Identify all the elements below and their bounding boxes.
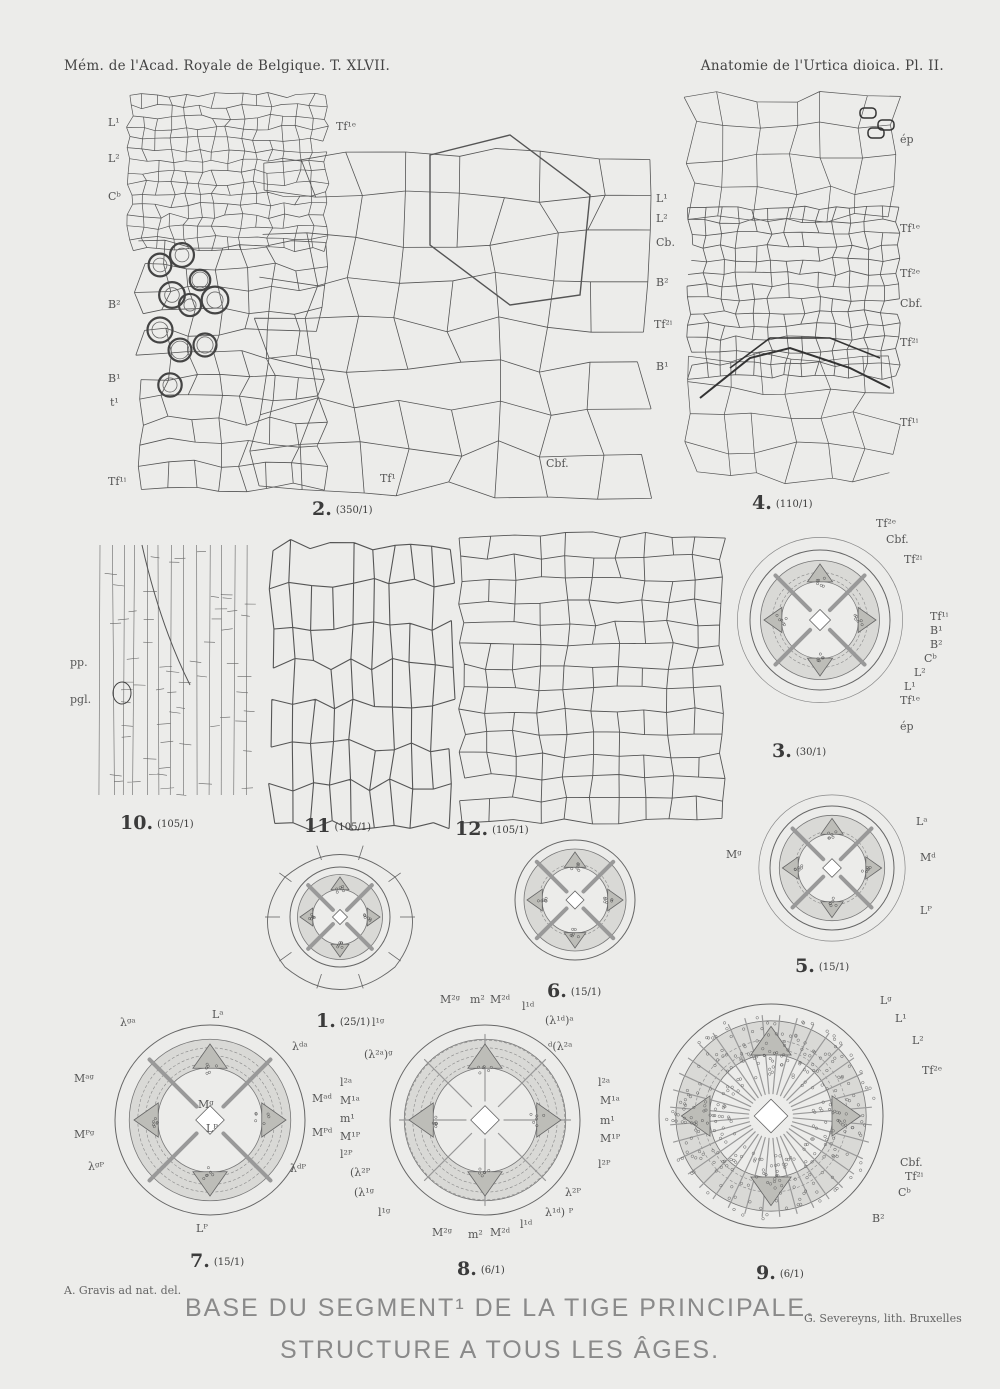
fig10-label-pp: pp.: [70, 656, 88, 669]
figure-2-tissue-drawing: [130, 95, 600, 485]
fig7-label-Mpg: Mᴾᵍ: [74, 1128, 95, 1141]
fig4-label-Tf2i-left: Tf²ⁱ: [654, 318, 673, 331]
fig2-label-Tf1e: Tf¹ᵉ: [336, 120, 357, 133]
figure-7-number: 7.: [190, 1250, 210, 1272]
fig8-label-m1-right: m¹: [600, 1114, 615, 1127]
figure-2-scale: (350/1): [335, 504, 373, 516]
fig9-label-Cb: Cᵇ: [898, 1186, 911, 1199]
figure-2-caption: [312, 498, 372, 520]
fig4-label-Tf1e: Tf¹ᵉ: [900, 222, 921, 235]
figure-3-stem-section: [720, 515, 923, 735]
figure-1-number: 1.: [316, 1010, 336, 1032]
plate-header-right: Anatomie de l'Urtica dioica. Pl. II.: [700, 58, 944, 74]
fig2-label-B2: B²: [108, 298, 121, 311]
figure-9-scale: (6/1): [779, 1268, 804, 1280]
fig9-label-Tf2e: Tf²ᵉ: [922, 1064, 943, 1077]
figure-5-stem-section: [752, 788, 912, 948]
fig9-label-Lg: Lᵍ: [880, 994, 892, 1007]
fig8-label-lambda2p-left: (λ²ᴾ: [350, 1166, 371, 1179]
fig7-label-lambda-dp: λᵈᴾ: [290, 1162, 307, 1175]
fig4-label-ep: ép: [900, 133, 914, 146]
figure-1-scale: (25/1): [339, 1016, 371, 1028]
fig4-label-Cbf: Cbf.: [900, 297, 923, 310]
figure-8-scale: (6/1): [480, 1264, 505, 1276]
figure-3-scale: (30/1): [795, 746, 827, 758]
figure-6-stem-section: [497, 822, 653, 978]
fig7-label-lambda-da: λᵈᵃ: [292, 1040, 308, 1053]
plate-title-line-2: STRUCTURE A TOUS LES ÂGES.: [279, 1336, 721, 1364]
fig4-label-B2: B²: [656, 276, 669, 289]
figure-12-scale: (105/1): [492, 824, 529, 836]
fig5-label-Lp: Lᴾ: [920, 904, 932, 917]
figure-11-cell-drawing: [272, 545, 444, 805]
fig3-label-Cbf: Cbf.: [886, 533, 909, 546]
fig3-label-Tf1i: Tf¹ⁱ: [930, 610, 949, 623]
fig8-label-M1a-left: M¹ᵃ: [340, 1094, 360, 1107]
fig2-label-Cbf: Cbf.: [546, 457, 569, 470]
figure-10-scale: (105/1): [157, 818, 194, 830]
fig8-label-lambda1d-p: λ¹ᵈ) ᴾ: [545, 1206, 574, 1219]
fig3-label-L1: L¹: [904, 680, 916, 693]
fig8-label-l2a-right: l²ᵃ: [598, 1076, 611, 1089]
fig3-label-Tf1e: Tf¹ᵉ: [900, 694, 921, 707]
fig7-label-Mpd: Mᴾᵈ: [312, 1126, 333, 1139]
fig8-label-lambda2p-right: λ²ᴾ: [565, 1186, 582, 1199]
fig8-label-M2d-top: M²ᵈ: [490, 993, 511, 1006]
fig8-label-M1a-right: M¹ᵃ: [600, 1094, 620, 1107]
fig4-label-Tf2i-right: Tf²ⁱ: [900, 336, 919, 349]
fig9-label-Cbf: Cbf.: [900, 1156, 923, 1169]
figure-1-caption: [316, 1010, 370, 1032]
figure-4-caption: [752, 492, 812, 514]
fig8-label-M1p-left: M¹ᴾ: [340, 1130, 361, 1143]
figure-7-scale: (15/1): [213, 1256, 245, 1268]
figure-9-caption: [756, 1262, 804, 1284]
fig8-label-lambda2a-g: (λ²ᵃ)ᵍ: [364, 1048, 393, 1061]
figure-4-tissue-drawing: [690, 98, 890, 478]
fig8-label-l1d-bottom: l¹ᵈ: [520, 1218, 533, 1231]
fig5-label-La: Lᵃ: [916, 815, 928, 828]
fig7-label-La: Lᵃ: [212, 1008, 224, 1021]
fig8-label-M2g-top: M²ᵍ: [440, 993, 461, 1006]
fig9-label-B2: B²: [872, 1212, 885, 1225]
fig4-label-L2: L²: [656, 212, 668, 225]
figure-10-number: 10.: [120, 812, 154, 834]
fig7-label-lambda-ga: λᵍᵃ: [120, 1016, 136, 1029]
figure-5-scale: (15/1): [818, 961, 850, 973]
fig4-label-Cb: Cb.: [656, 236, 675, 249]
fig9-label-L2: L²: [912, 1034, 924, 1047]
figure-5-caption: [795, 955, 849, 977]
credit-lithographer: G. Severeyns, lith. Bruxelles: [804, 1312, 962, 1325]
figure-5-number: 5.: [795, 955, 815, 977]
fig4-label-B1: B¹: [656, 360, 669, 373]
figure-8-caption: [457, 1258, 505, 1280]
fig7-label-Mad: Mᵃᵈ: [312, 1092, 332, 1105]
plate-header-left: Mém. de l'Acad. Royale de Belgique. T. XLVII.: [64, 58, 391, 74]
figure-10-epidermis-drawing: [100, 545, 250, 795]
fig8-label-l1g-bottom: l¹ᵍ: [378, 1206, 391, 1219]
figure-7-caption: [190, 1250, 244, 1272]
fig7-label-Mg: Mᵍ: [198, 1098, 214, 1111]
figure-9-number: 9.: [756, 1262, 776, 1284]
fig8-label-m2-top: m²: [470, 993, 485, 1006]
figure-2-number: 2.: [312, 498, 332, 520]
fig8-label-M2g-bottom: M²ᵍ: [432, 1226, 453, 1239]
fig2-label-Tf1: Tf¹: [380, 472, 396, 485]
credit-artist: A. Gravis ad nat. del.: [64, 1284, 182, 1297]
figure-6-number: 6.: [547, 980, 567, 1002]
fig4-label-Tf1i: Tf¹ⁱ: [900, 416, 919, 429]
figure-11-scale: (105/1): [334, 821, 372, 833]
figure-9-stem-section: [640, 985, 902, 1247]
fig3-label-Cb: Cᵇ: [924, 652, 937, 665]
fig8-label-l2a-left: l²ᵃ: [340, 1076, 353, 1089]
fig5-label-Mg: Mᵍ: [726, 848, 742, 861]
figure-10-caption: [120, 812, 194, 834]
fig8-label-lambda1g: (λ¹ᵍ: [354, 1186, 375, 1199]
figure-3-caption: [772, 740, 826, 762]
figure-12-cell-drawing: [462, 535, 698, 803]
fig3-label-Tf2i: Tf²ⁱ: [904, 553, 923, 566]
fig8-label-lambda2a-d: ᵈ(λ²ᵃ: [548, 1040, 573, 1053]
fig3-label-B1: B¹: [930, 624, 943, 637]
figure-4-number: 4.: [752, 492, 772, 514]
figure-11-number: 11: [304, 815, 331, 837]
fig8-label-l2p-left: l²ᴾ: [340, 1148, 353, 1161]
fig7-label-Lp-inner: Lᴾ: [206, 1122, 218, 1135]
fig7-label-lambda-gp: λᵍᴾ: [88, 1160, 105, 1173]
fig7-label-Mag: Mᵃᵍ: [74, 1072, 94, 1085]
fig4-label-L1: L¹: [656, 192, 668, 205]
figure-7-stem-section: [100, 1010, 320, 1230]
figure-1-stem-section: [255, 832, 425, 1012]
fig7-label-Lp: Lᴾ: [196, 1222, 208, 1235]
fig2-label-t1: t¹: [110, 396, 119, 409]
fig2-label-Tf1i: Tf¹ⁱ: [108, 475, 127, 488]
figure-12-number: 12.: [455, 818, 489, 840]
figure-6-scale: (15/1): [570, 986, 602, 998]
figure-3-number: 3.: [772, 740, 792, 762]
fig8-label-l1g-top: l¹ᵍ: [372, 1016, 385, 1029]
fig3-label-Tf2e: Tf²ᵉ: [876, 517, 897, 530]
fig3-label-B2: B²: [930, 638, 943, 651]
fig2-label-B1: B¹: [108, 372, 121, 385]
figure-8-number: 8.: [457, 1258, 477, 1280]
fig8-label-m2-bottom: m²: [468, 1228, 483, 1241]
fig2-label-L1: L¹: [108, 116, 120, 129]
fig8-label-l2p-right: l²ᴾ: [598, 1158, 611, 1171]
fig9-label-Tf2i: Tf²ⁱ: [905, 1170, 924, 1183]
fig2-label-L2: L²: [108, 152, 120, 165]
fig10-label-pgl: pgl.: [70, 693, 92, 706]
fig2-label-Cb: Cᵇ: [108, 190, 121, 203]
fig4-label-Tf2e: Tf²ᵉ: [900, 267, 921, 280]
fig8-label-lambda1d-a: (λ¹ᵈ)ᵃ: [545, 1014, 574, 1027]
fig5-label-Md: Mᵈ: [920, 851, 936, 864]
fig3-label-L2: L²: [914, 666, 926, 679]
fig8-label-l1d-top: l¹ᵈ: [522, 1000, 535, 1013]
plate-title-line-1: BASE DU SEGMENT¹ DE LA TIGE PRINCIPALE.: [185, 1294, 815, 1322]
fig8-label-M1p-right: M¹ᴾ: [600, 1132, 621, 1145]
figure-6-caption: [547, 980, 601, 1002]
fig8-label-M2d-bottom: M²ᵈ: [490, 1226, 511, 1239]
fig8-label-m1-left: m¹: [340, 1112, 355, 1125]
figure-4-scale: (110/1): [775, 498, 813, 510]
fig3-label-ep: ép: [900, 720, 914, 733]
fig9-label-L1: L¹: [895, 1012, 907, 1025]
